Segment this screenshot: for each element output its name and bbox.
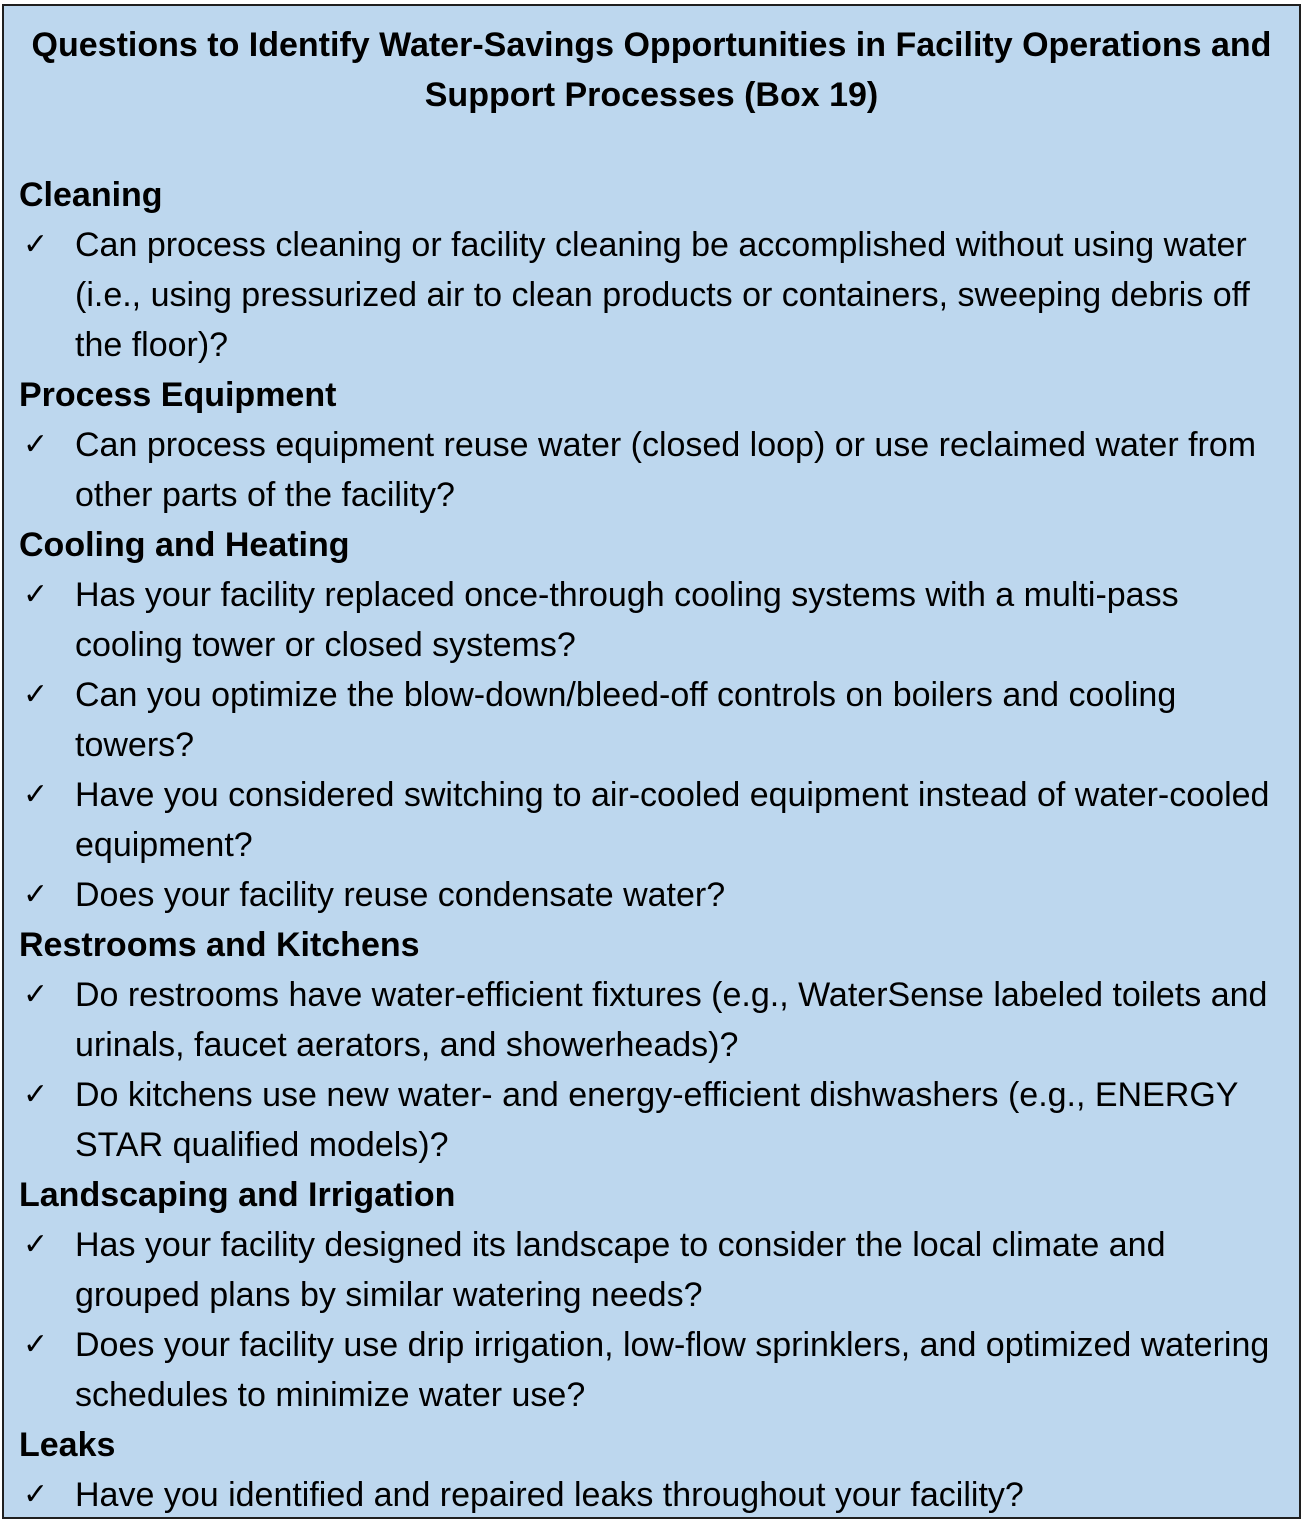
checklist-item-text: Can you optimize the blow-down/bleed-off controls on boilers and cooling towers? <box>75 676 1177 764</box>
checkmark-icon: ✓ <box>23 877 49 912</box>
section-heading-cleaning: Cleaning <box>19 176 163 214</box>
checklist-item <box>19 1220 1287 1320</box>
checklist-item <box>19 420 1287 520</box>
section-heading-cooling-and-heating: Cooling and Heating <box>19 526 350 564</box>
checklist-item <box>19 770 1287 870</box>
checkmark-icon: ✓ <box>23 1477 49 1512</box>
checkmark-icon: ✓ <box>23 577 49 612</box>
checkmark-icon: ✓ <box>23 977 49 1012</box>
checklist-item-text: Does your facility use drip irrigation, low-flow sprinklers, and optimized watering schedules to minimize water use? <box>75 1326 1270 1414</box>
section-heading-leaks: Leaks <box>19 1426 116 1464</box>
checklist-item <box>19 870 1287 920</box>
checklist-item <box>19 220 1287 370</box>
checklist-item-text: Have you considered switching to air-cooled equipment instead of water-cooled equipment? <box>75 776 1270 864</box>
section-heading-process-equipment: Process Equipment <box>19 376 337 414</box>
checklist-item <box>19 1470 1287 1519</box>
question-list <box>19 170 1287 1519</box>
checkmark-icon: ✓ <box>23 1077 49 1112</box>
checklist-item <box>19 1070 1287 1170</box>
checkmark-icon: ✓ <box>23 227 49 262</box>
section-heading-landscaping-and-irrigation: Landscaping and Irrigation <box>19 1176 456 1214</box>
checkmark-icon: ✓ <box>23 777 49 812</box>
checkmark-icon: ✓ <box>23 1327 49 1362</box>
checklist-item-text: Do restrooms have water-efficient fixtures (e.g., WaterSense labeled toilets and urinals, faucet aerators, and showerheads)? <box>75 976 1268 1064</box>
checklist-item <box>19 570 1287 670</box>
checklist-item-text: Has your facility replaced once-through cooling systems with a multi-pass cooling tower or closed systems? <box>75 576 1179 664</box>
checklist-item <box>19 1320 1287 1420</box>
section-heading-restrooms-and-kitchens: Restrooms and Kitchens <box>19 926 420 964</box>
checkmark-icon: ✓ <box>23 1227 49 1262</box>
checklist-item-text: Do kitchens use new water- and energy-efficient dishwashers (e.g., ENERGY STAR qualified models)? <box>75 1076 1238 1164</box>
question-box <box>2 4 1301 1519</box>
checkmark-icon: ✓ <box>23 427 49 462</box>
checklist-item-text: Does your facility reuse condensate water? <box>75 876 726 914</box>
checklist-item-text: Have you identified and repaired leaks throughout your facility? <box>75 1476 1024 1514</box>
checklist-item <box>19 670 1287 770</box>
box-title: Questions to Identify Water-Savings Opportunities in Facility Operations and Support Processes (Box 19) <box>31 26 1272 114</box>
checklist-item-text: Has your facility designed its landscape to consider the local climate and grouped plans by similar watering needs? <box>75 1226 1166 1314</box>
checkmark-icon: ✓ <box>23 677 49 712</box>
checklist-item-text: Can process equipment reuse water (closed loop) or use reclaimed water from other parts of the facility? <box>75 426 1257 514</box>
checklist-item <box>19 970 1287 1070</box>
checklist-item-text: Can process cleaning or facility cleaning be accomplished without using water (i.e., using pressurized air to clean products or containers, sweeping debris off the floor)? <box>75 226 1250 364</box>
